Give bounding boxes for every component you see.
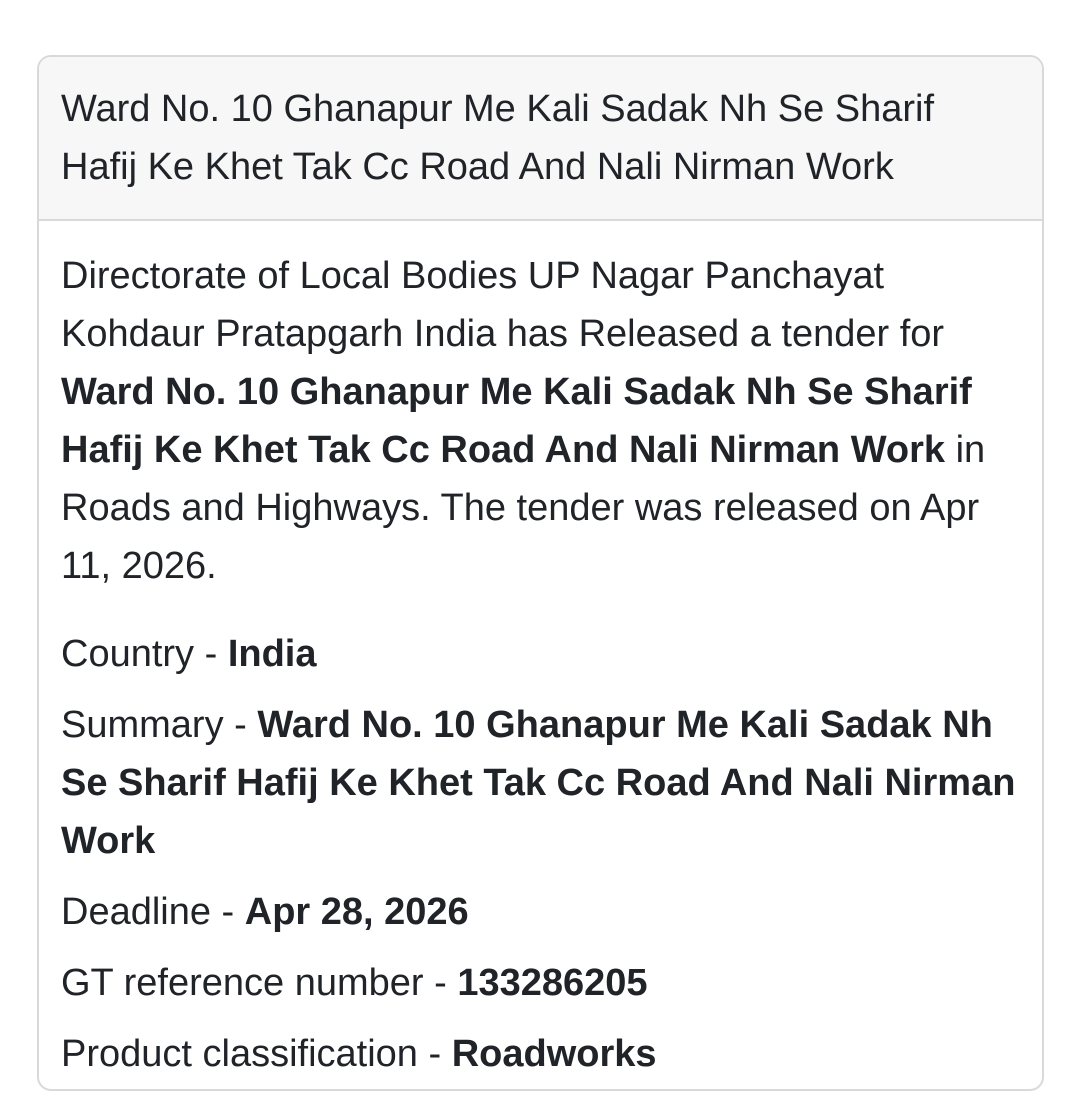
field-product-classification-value: Roadworks <box>451 1033 657 1075</box>
tender-details <box>39 221 1042 1091</box>
field-gt-reference-number <box>61 954 1020 1012</box>
field-product-classification <box>61 1025 1020 1083</box>
field-product-classification-label: Product classification - <box>61 1033 452 1075</box>
field-deadline <box>61 883 1020 941</box>
description-tender-name: Ward No. 10 Ghanapur Me Kali Sadak Nh Se Sharif Hafij Ke Khet Tak Cc Road And Nali Nirman Work <box>61 371 972 471</box>
field-country-value: India <box>227 633 317 675</box>
tender-title-header <box>39 57 1042 221</box>
field-summary-value: Ward No. 10 Ghanapur Me Kali Sadak Nh Se Sharif Hafij Ke Khet Tak Cc Road And Nali Nirman Work <box>61 704 1016 862</box>
description-intro: Directorate of Local Bodies UP Nagar Panchayat Kohdaur Pratapgarh India has Released a tender for <box>61 255 945 355</box>
description-outro: in Roads and Highways. The tender was released on Apr 11, 2026. <box>61 429 986 587</box>
field-deadline-label: Deadline - <box>61 891 245 933</box>
field-deadline-value: Apr 28, 2026 <box>244 891 469 933</box>
tender-title: Ward No. 10 Ghanapur Me Kali Sadak Nh Se Sharif Hafij Ke Khet Tak Cc Road And Nali Nirman Work <box>61 88 935 188</box>
tender-card <box>37 55 1044 1091</box>
tender-description <box>61 247 1020 595</box>
field-gt-reference-number-value: 133286205 <box>457 962 648 1004</box>
field-country <box>61 625 1020 683</box>
field-country-label: Country - <box>61 633 228 675</box>
field-summary-label: Summary - <box>61 704 258 746</box>
field-summary <box>61 696 1020 870</box>
field-gt-reference-number-label: GT reference number - <box>61 962 458 1004</box>
